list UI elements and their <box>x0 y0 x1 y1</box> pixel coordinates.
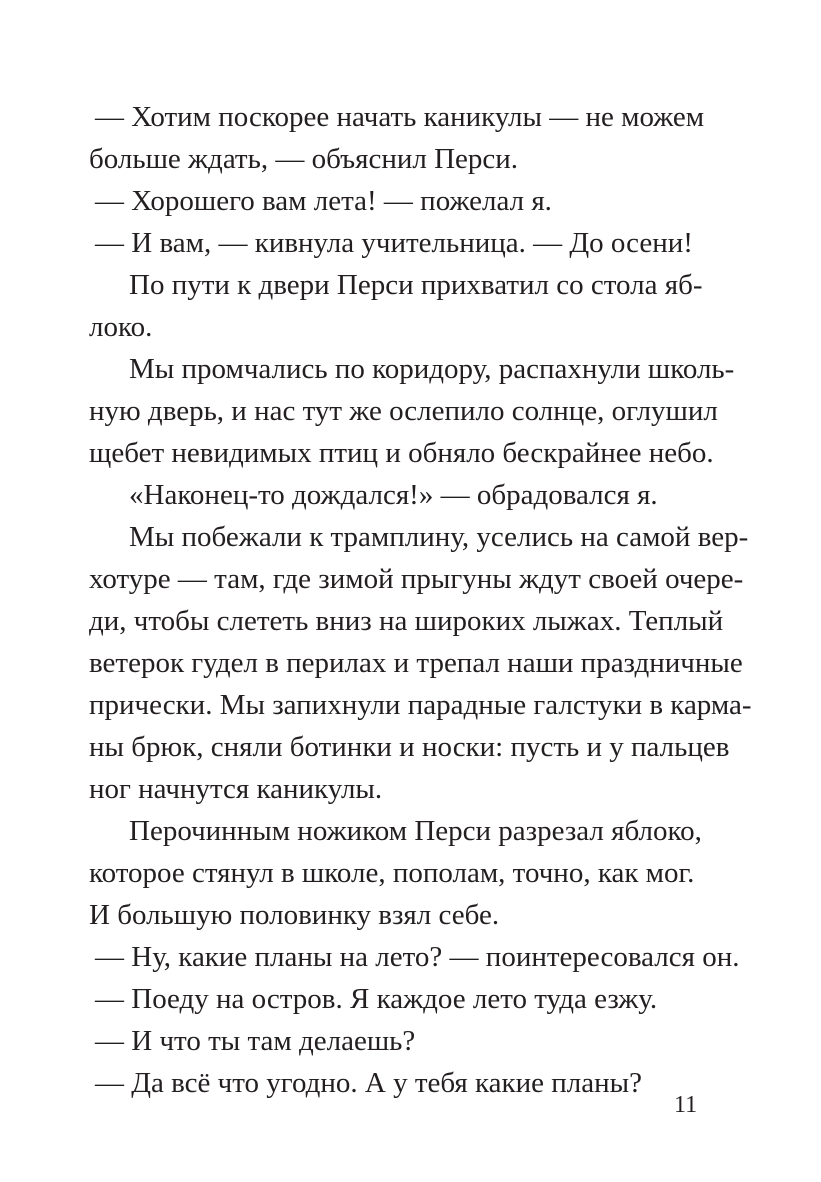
text-line: ны брюк, сняли ботинки и носки: пусть и у пальцев <box>89 731 730 763</box>
text-line: которое стянул в школе, пополам, точно, как мог. <box>89 857 695 889</box>
text-line: ветерок гудел в перилах и трепал наши праздничные <box>89 647 743 679</box>
text-line: ную дверь, и нас тут же ослепило солнце, оглушил <box>89 395 718 427</box>
text-line: щебет невидимых птиц и обняло бескрайнее небо. <box>89 437 714 469</box>
text-line: хотуре — там, где зимой прыгуны ждут своей очере- <box>89 563 744 595</box>
text-line: И большую половинку взял себе. <box>89 899 500 931</box>
text-line: — И что ты там делаешь? <box>95 1025 416 1057</box>
text-line: больше ждать, — объяснил Перси. <box>89 143 519 175</box>
text-line: «Наконец-то дождался!» — обрадовался я. <box>129 479 658 511</box>
text-line: прически. Мы запихнули парадные галстуки в карма- <box>89 689 752 721</box>
text-line: ди, чтобы слететь вниз на широких лыжах. Теплый <box>89 605 724 637</box>
text-line: — Поеду на остров. Я каждое лето туда езжу. <box>95 983 658 1015</box>
page-body-text <box>89 96 752 1104</box>
text-line: Мы промчались по коридору, распахнули школь- <box>129 353 735 385</box>
text-line: Мы побежали к трамплину, уселись на самой вер- <box>129 521 749 553</box>
text-line: Перочинным ножиком Перси разрезал яблоко, <box>129 815 702 847</box>
text-line: локо. <box>89 311 153 343</box>
text-line: — Хорошего вам лета! — пожелал я. <box>95 185 552 217</box>
page-number: 11 <box>674 1092 698 1118</box>
text-line: По пути к двери Перси прихватил со стола яб- <box>129 269 703 301</box>
text-line: ног начнутся каникулы. <box>89 773 383 805</box>
text-line: — Да всё что угодно. А у тебя какие планы? <box>95 1067 643 1099</box>
text-line: — Ну, какие планы на лето? — поинтересовался он. <box>95 941 740 973</box>
text-line: — Хотим поскорее начать каникулы — не можем <box>95 101 705 133</box>
text-line: — И вам, — кивнула учительница. — До осени! <box>95 227 693 259</box>
